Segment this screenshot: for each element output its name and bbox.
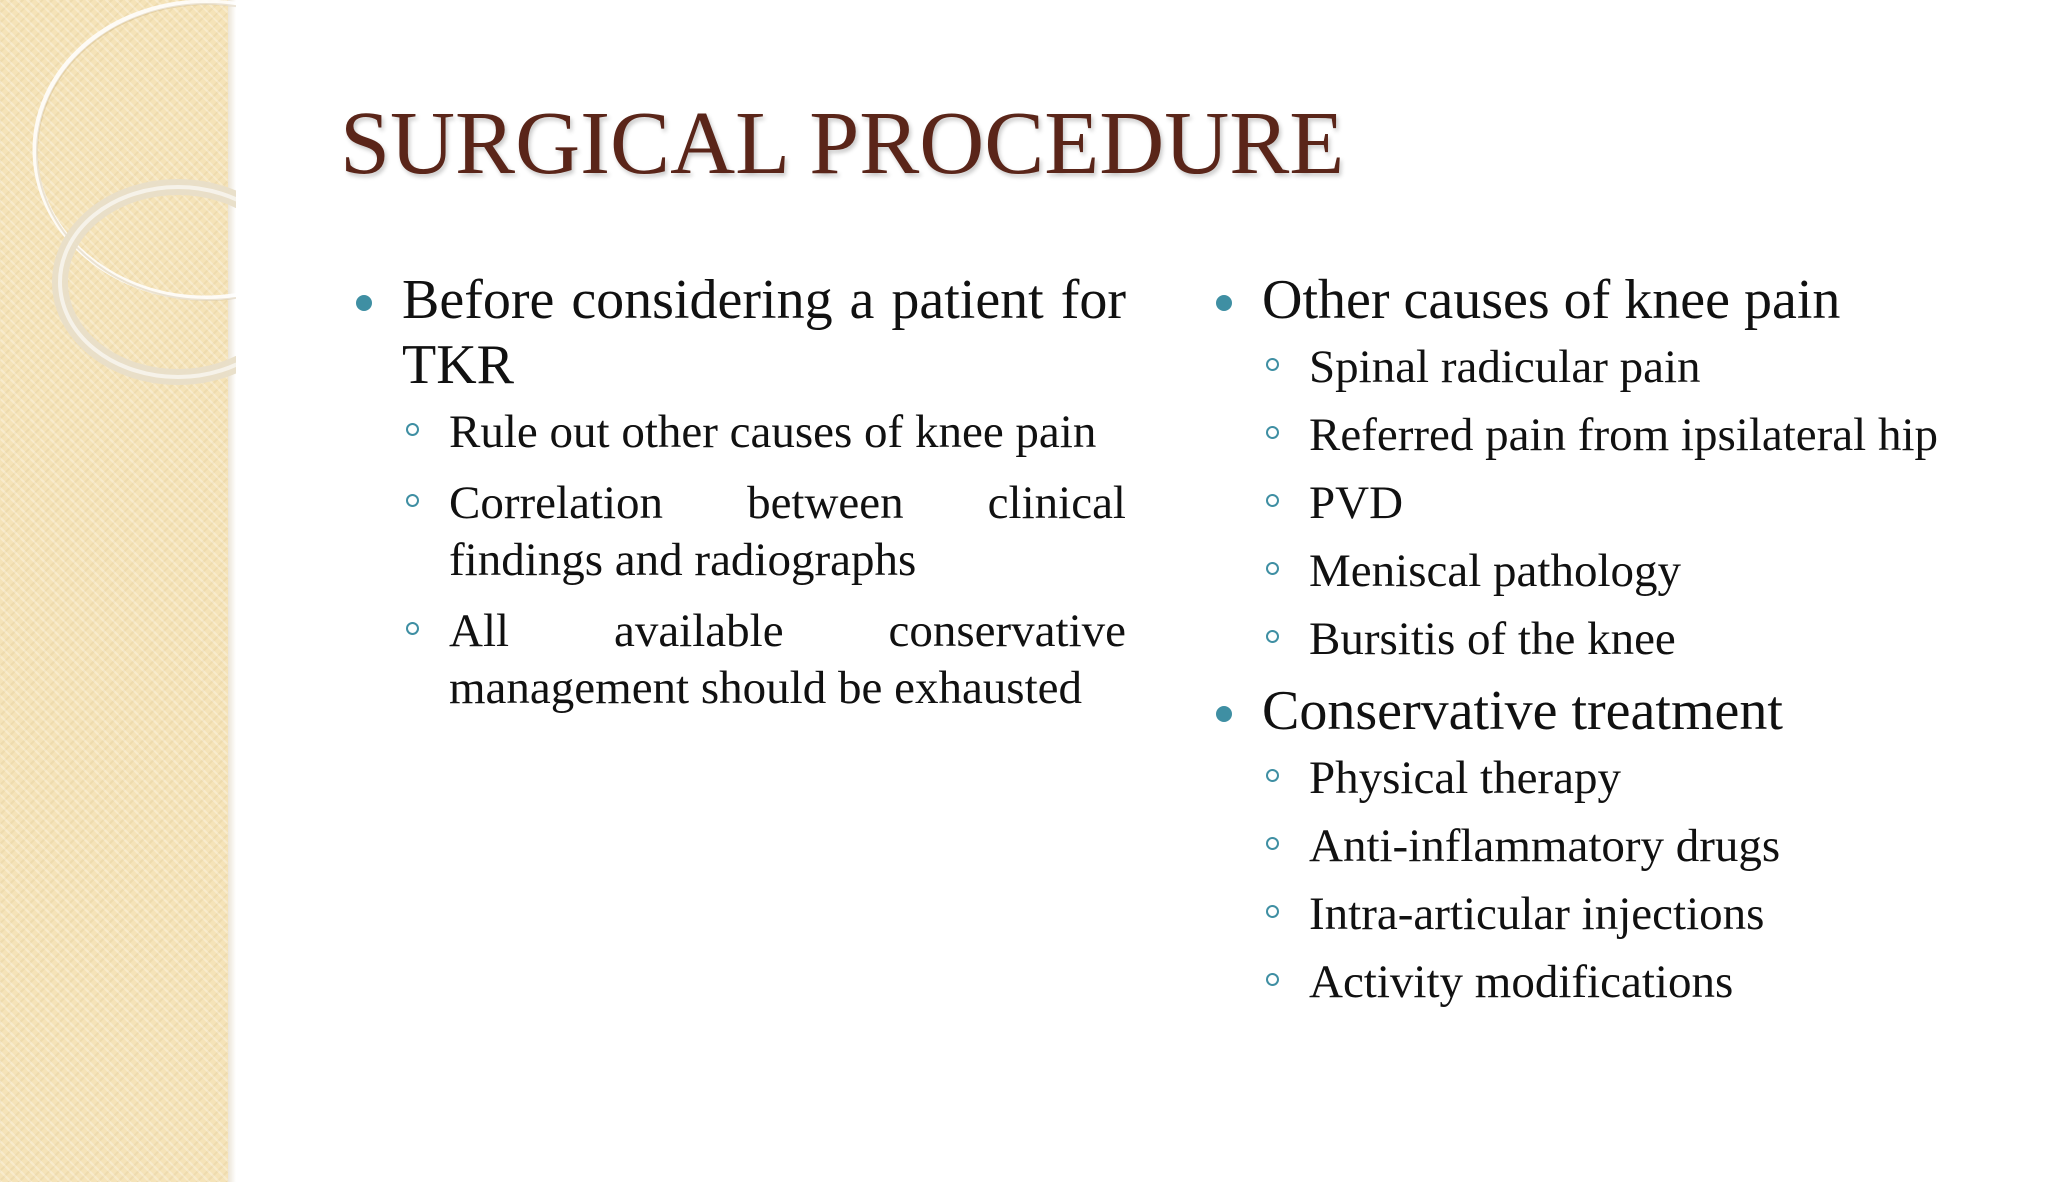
hollow-circle-bullet-icon — [1266, 562, 1279, 575]
list-item — [346, 268, 1126, 717]
filled-circle-bullet-icon — [1216, 295, 1232, 311]
hollow-circle-bullet-icon — [1266, 837, 1279, 850]
hollow-circle-bullet-icon — [1266, 494, 1279, 507]
inner-ring — [60, 187, 236, 377]
sub-bullet-text: Meniscal pathology — [1309, 545, 1682, 597]
left-bullet-list — [346, 268, 1126, 717]
sub-bullet-text: Correlation between clinical findings and radiographs — [449, 477, 1126, 586]
sub-bullet-text: Intra-articular injections — [1309, 888, 1765, 940]
list-item — [1206, 679, 1946, 1011]
sub-bullet-list — [1262, 750, 1946, 1011]
filled-circle-bullet-icon — [1216, 706, 1232, 722]
filled-circle-bullet-icon — [356, 295, 372, 311]
sub-bullet-text: PVD — [1309, 477, 1404, 529]
right-column — [1206, 268, 1946, 1022]
sub-list-item — [1262, 954, 1946, 1011]
sub-bullet-list — [402, 404, 1126, 717]
sub-list-item — [1262, 750, 1946, 807]
decorative-rings-icon — [0, 0, 236, 420]
sub-bullet-text: Anti-inflammatory drugs — [1309, 820, 1781, 872]
sub-bullet-text: Referred pain from ipsilateral hip — [1309, 409, 1939, 461]
bullet-text: Before considering a patient for TKR — [402, 269, 1126, 396]
sub-list-item — [402, 603, 1126, 717]
sub-list-item — [402, 475, 1126, 589]
hollow-circle-bullet-icon — [1266, 769, 1279, 782]
sub-bullet-list — [1262, 339, 1946, 668]
right-bullet-list — [1206, 268, 1946, 1011]
sub-list-item — [1262, 475, 1946, 532]
bullet-text: Conservative treatment — [1262, 680, 1783, 742]
hollow-circle-bullet-icon — [406, 423, 419, 436]
sub-bullet-text: Activity modifications — [1309, 956, 1734, 1008]
sub-bullet-text: Rule out other causes of knee pain — [449, 406, 1097, 458]
sub-list-item — [1262, 818, 1946, 875]
sub-list-item — [1262, 611, 1946, 668]
left-column — [346, 268, 1126, 731]
list-item — [1206, 268, 1946, 668]
bullet-text: Other causes of knee pain — [1262, 269, 1841, 331]
hollow-circle-bullet-icon — [1266, 973, 1279, 986]
sub-list-item — [1262, 886, 1946, 943]
sub-bullet-text: All available conservative management should be exhausted — [449, 605, 1126, 714]
sub-list-item — [1262, 407, 1946, 464]
sub-bullet-text: Physical therapy — [1309, 752, 1621, 804]
hollow-circle-bullet-icon — [1266, 905, 1279, 918]
hollow-circle-bullet-icon — [1266, 630, 1279, 643]
hollow-circle-bullet-icon — [406, 622, 419, 635]
hollow-circle-bullet-icon — [1266, 426, 1279, 439]
hollow-circle-bullet-icon — [1266, 358, 1279, 371]
sub-list-item — [1262, 339, 1946, 396]
sub-bullet-text: Bursitis of the knee — [1309, 613, 1676, 665]
sub-list-item — [402, 404, 1126, 461]
slide-title: SURGICAL PROCEDURE — [340, 94, 1345, 193]
hollow-circle-bullet-icon — [406, 494, 419, 507]
sub-list-item — [1262, 543, 1946, 600]
sub-bullet-text: Spinal radicular pain — [1309, 341, 1701, 393]
